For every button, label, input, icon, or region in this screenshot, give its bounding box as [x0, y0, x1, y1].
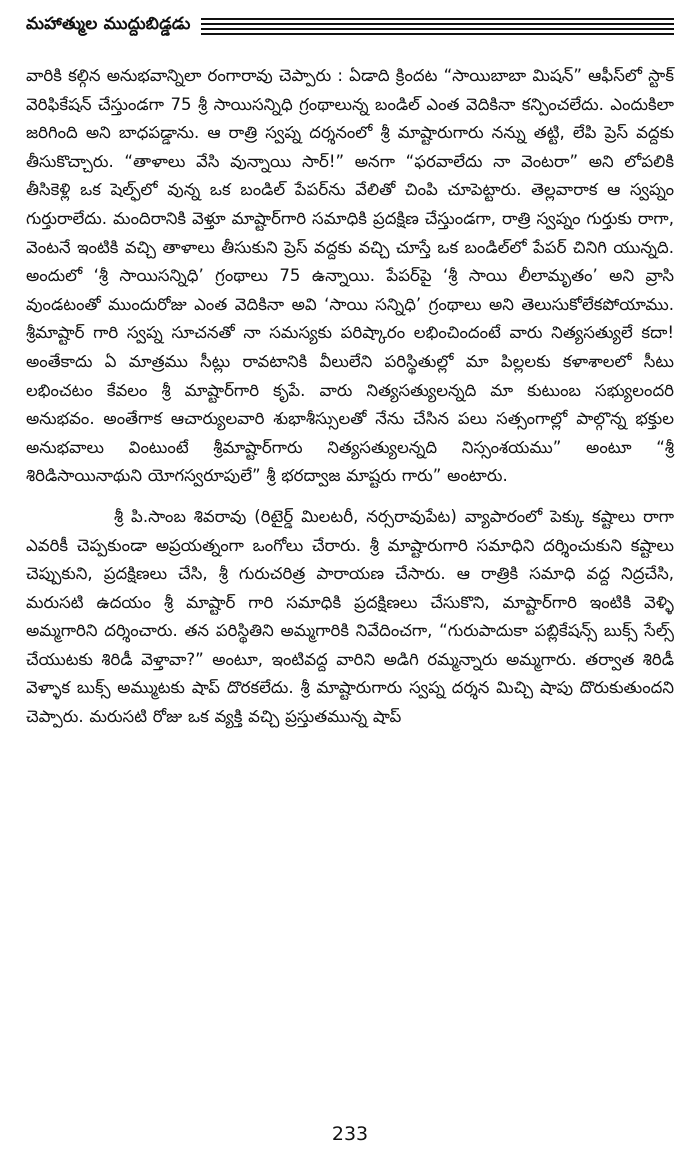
running-title: మహాత్ముల ముద్దుబిడ్డడు	[26, 14, 191, 34]
paragraph-rangarao-experience: వారికి కల్గిన అనుభవాన్నిలా రంగారావు చెప్పారు : ఏడాది క్రిందట “సాయిబాబా మిషన్” ఆఫీస్‌లో స్టాక్ వెరిఫికేషన్ చేస్తుండగా 75 శ్రీ సాయిసన్నిధి గ్రంథాలున్న బండిల్ ఎంత వెదికినా కన్పించలేదు. ఎందుకిలా జరిగింది అని బాధపడ్డాను. ఆ రాత్రి స్వప్న దర్శనంలో శ్రీ మాష్టారుగారు నన్ను తట్టి, లేపి ప్రెస్ వద్దకు తీసుకొచ్చారు. “తాళాలు వేసి వున్నాయి సార్!” అనగా “ఫరవాలేదు నా వెంటరా” అని లోపలికి తీసికెళ్లి ఒక షెల్ఫ్‌లో వున్న ఒక బండిల్ పేపర్‌ను వేలితో చింపి చూపెట్టారు. తెల్లవారాక ఆ స్వప్నం గుర్తురాలేదు. మందిరానికి వెళ్తూ మాష్టార్‌గారి సమాధికి ప్రదక్షిణ చేస్తుండగా, రాత్రి స్వప్నం గుర్తుకు రాగా, వెంటనే ఇంటికి వచ్చి తాళాలు తీసుకుని ప్రెస్ వద్దకు వచ్చి చూస్తే ఒక బండిల్‌లో పేపర్ చినిగి యున్నది. అందులో ‘శ్రీ సాయిసన్నిధి’ గ్రంథాలు 75 ఉన్నాయి. పేపర్‌పై ‘శ్రీ సాయి లీలామృతం’ అని వ్రాసి వుండటంతో ముందురోజు ఎంత వెదికినా అవి ‘సాయి సన్నిధి’ గ్రంథాలు అని తెలుసుకోలేకపోయాము. శ్రీమాష్టార్ గారి స్వప్న సూచనతో నా సమస్యకు పరిష్కారం లభించిందంటే వారు నిత్యసత్యులే కదా! అంతేకాదు ఏ మాత్రము సీట్లు రావటానికి వీలులేని పరిస్థితుల్లో మా పిల్లలకు కళాశాలలో సీటు లభించటం కేవలం శ్రీ మాష్టార్‌గారి కృపే. వారు నిత్యసత్యులన్నది మా కుటుంబ సభ్యులందరి అనుభవం. అంతేగాక ఆచార్యులవారి శుభాశీస్సులతో నేను చేసిన పలు సత్సంగాల్లో పాల్గొన్న భక్తుల అనుభవాలు వింటుంటే శ్రీమాష్టార్‌గారు నిత్యసత్యులన్నది నిస్సంశయము” అంటూ “శ్రీ శిరిడిసాయినాథుని యోగస్వరూపులే” శ్రీ భరద్వాజ మాష్టరు గారు” అంటారు.	[26, 66, 674, 486]
page-header	[26, 0, 674, 52]
header-rule	[201, 23, 674, 25]
page-number: 233	[331, 1123, 369, 1145]
header-rule	[201, 18, 674, 20]
page-body	[26, 62, 674, 732]
paragraph-sambasivarao-experience: శ్రీ పి.సాంబ శివరావు (రిటైర్డ్ మిలటరీ, నర్సరావుపేట) వ్యాపారంలో పెక్కు కష్టాలు రాగా ఎవరికీ చెప్పకుండా అప్రయత్నంగా ఒంగోలు చేరారు. శ్రీ మాష్టారుగారి సమాధిని దర్శించుకుని కష్టాలు చెప్పుకుని, ప్రదక్షిణలు చేసి, శ్రీ గురుచరిత్ర పారాయణ చేసారు. ఆ రాత్రికి సమాధి వద్ద నిద్రచేసి, మరుసటి ఉదయం శ్రీ మాష్టార్ గారి సమాధికి ప్రదక్షిణలు చేసుకొని, మాష్టార్‌గారి ఇంటికి వెళ్ళి అమ్మగారిని దర్శించారు. తన పరిస్థితిని అమ్మగారికి నివేదించగా, “గురుపాదుకా పబ్లికేషన్స్ బుక్స్ సేల్స్ చేయుటకు శిరిడీ వెళ్తావా?” అంటూ, ఇంటివద్ద వారిని అడిగి రమ్మన్నారు అమ్మగారు. తర్వాత శిరిడీ వెళ్ళాక బుక్స్ అమ్ముటకు షాప్ దొరకలేదు. శ్రీ మాష్టారుగారు స్వప్న దర్శన మిచ్చి షాపు దొరుకుతుందని చెప్పారు. మరుసటి రోజు ఒక వ్యక్తి వచ్చి ప్రస్తుతమున్న షాప్	[26, 506, 674, 727]
header-rule	[201, 28, 674, 30]
header-rules	[201, 18, 674, 35]
header-rule	[201, 33, 674, 35]
